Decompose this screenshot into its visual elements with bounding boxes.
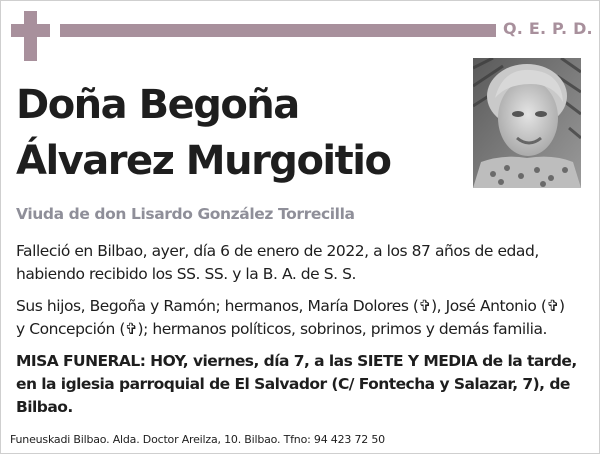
cross-horizontal-bar — [11, 24, 50, 37]
family-line: y Concepción (✞); hermanos políticos, sobrinos, primos y demás familia. — [16, 320, 547, 338]
death-notice-line: Falleció en Bilbao, ayer, día 6 de enero de 2022, a los 87 años de edad, — [16, 242, 539, 260]
family-paragraph — [16, 295, 588, 341]
family-line: Sus hijos, Begoña y Ramón; hermanos, María Dolores (✞), José Antonio (✞) — [16, 297, 565, 315]
funeral-mass-line: MISA FUNERAL: HOY, viernes, día 7, a las SIETE Y MEDIA de la tarde, — [16, 352, 577, 370]
funeral-mass-paragraph — [16, 350, 588, 419]
funeral-home-footer: Funeuskadi Bilbao. Alda. Doctor Areilza, 10. Bilbao. Tfno: 94 423 72 50 — [10, 433, 385, 446]
death-notice-line: habiendo recibido los SS. SS. y la B. A. de S. S. — [16, 265, 356, 283]
portrait-photo — [473, 58, 581, 188]
funeral-mass-line: Bilbao. — [16, 398, 73, 416]
qepd-label: Q. E. P. D. — [503, 19, 593, 38]
death-notice-paragraph — [16, 240, 588, 286]
header-rule — [60, 24, 496, 37]
widow-of-line: Viuda de don Lisardo González Torrecilla — [16, 205, 355, 223]
deceased-name-line2: Álvarez Murgoitio — [16, 138, 391, 184]
portrait-photo-drawing — [473, 58, 581, 188]
funeral-mass-line: en la iglesia parroquial de El Salvador (C/ Fontecha y Salazar, 7), de — [16, 375, 570, 393]
deceased-name-line1: Doña Begoña — [16, 82, 299, 128]
